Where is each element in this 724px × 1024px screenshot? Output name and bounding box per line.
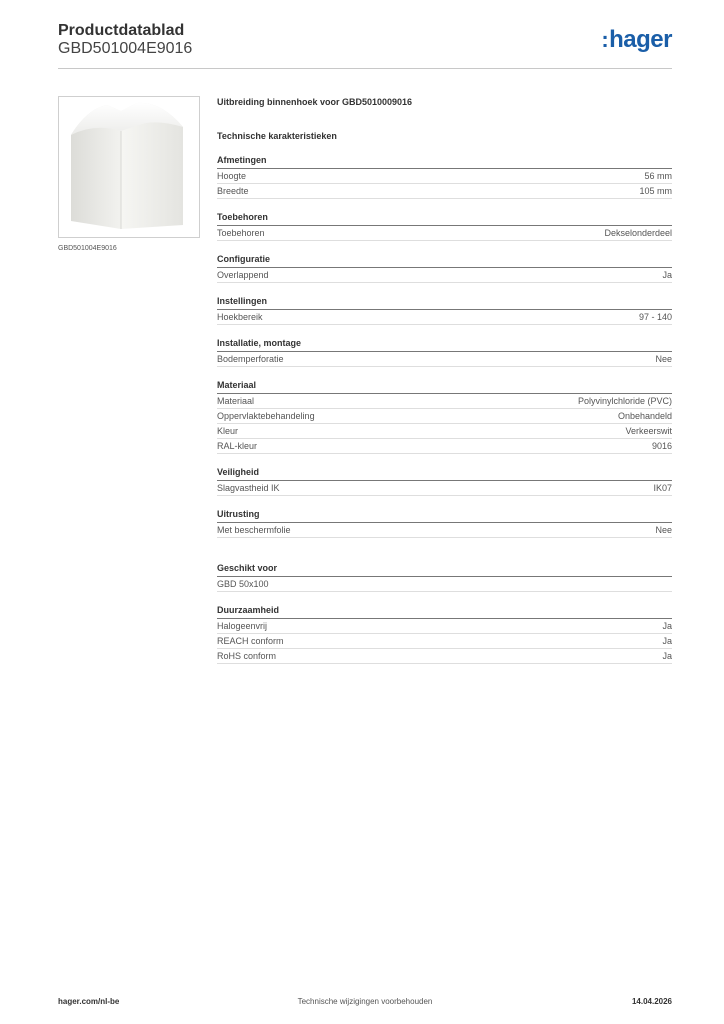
spec-label: Breedte — [217, 186, 249, 196]
spec-row — [217, 226, 672, 241]
spec-value: Ja — [662, 621, 672, 631]
page-header — [58, 20, 672, 68]
footer-website: hager.com/nl-be — [58, 997, 120, 1006]
product-image — [58, 96, 200, 238]
section-installatie-montage — [217, 337, 672, 367]
spec-label: Materiaal — [217, 396, 255, 406]
spec-value: Dekselonderdeel — [604, 228, 672, 238]
hager-logo: :hager — [601, 26, 672, 53]
section-title: Veiligheid — [217, 466, 672, 481]
spec-row — [217, 634, 672, 649]
spec-value: 97 - 140 — [638, 312, 672, 322]
section-veiligheid — [217, 466, 672, 496]
spec-label: Hoogte — [217, 171, 247, 181]
spec-value: 9016 — [651, 441, 672, 451]
spec-value: Polyvinylchloride (PVC) — [577, 396, 672, 406]
section-spacer — [217, 538, 672, 550]
spec-value: 56 mm — [644, 171, 672, 181]
spec-value: 105 mm — [639, 186, 672, 196]
section-title: Installatie, montage — [217, 337, 672, 352]
section-materiaal — [217, 379, 672, 454]
logo-text: hager — [609, 26, 672, 53]
spec-label: Oppervlaktebehandeling — [217, 411, 315, 421]
spec-value: Ja — [662, 636, 672, 646]
header-divider — [58, 68, 672, 69]
spec-value: Ja — [662, 651, 672, 661]
spec-label: Bodemperforatie — [217, 354, 284, 364]
product-description: Uitbreiding binnenhoek voor GBD5010009016 — [217, 97, 413, 107]
section-configuratie — [217, 253, 672, 283]
tech-characteristics-title: Technische karakteristieken — [217, 131, 337, 141]
section-title: Materiaal — [217, 379, 672, 394]
spec-label: REACH conform — [217, 636, 284, 646]
section-toebehoren — [217, 211, 672, 241]
spec-row — [217, 523, 672, 538]
spec-label: Toebehoren — [217, 228, 265, 238]
section-title: Duurzaamheid — [217, 604, 672, 619]
section-title: Geschikt voor — [217, 562, 672, 577]
spec-row — [217, 268, 672, 283]
spec-label: Halogeenvrij — [217, 621, 268, 631]
spec-row — [217, 409, 672, 424]
spec-label: Kleur — [217, 426, 239, 436]
spec-label: Hoekbereik — [217, 312, 263, 322]
spec-label: Met beschermfolie — [217, 525, 291, 535]
section-title: Afmetingen — [217, 154, 672, 169]
spec-label: RoHS conform — [217, 651, 277, 661]
spec-row — [217, 310, 672, 325]
image-caption: GBD501004E9016 — [58, 245, 117, 252]
spec-value: Verkeerswit — [625, 426, 672, 436]
spec-row — [217, 184, 672, 199]
section-title: Configuratie — [217, 253, 672, 268]
section-afmetingen — [217, 154, 672, 199]
spec-row — [217, 424, 672, 439]
spec-value: IK07 — [653, 483, 672, 493]
spec-label: Slagvastheid IK — [217, 483, 280, 493]
section-title: Instellingen — [217, 295, 672, 310]
section-duurzaamheid — [217, 604, 672, 664]
footer-date: 14.04.2026 — [631, 997, 672, 1006]
section-uitrusting — [217, 508, 672, 538]
spec-row — [217, 439, 672, 454]
spec-content — [217, 96, 672, 664]
spec-row — [217, 619, 672, 634]
spec-label: GBD 50x100 — [217, 579, 269, 589]
section-geschikt-voor — [217, 562, 672, 592]
spec-row — [217, 577, 672, 592]
spec-label: RAL-kleur — [217, 441, 258, 451]
spec-row — [217, 352, 672, 367]
spec-value: Nee — [655, 354, 672, 364]
spec-row — [217, 649, 672, 664]
spec-value: Ja — [662, 270, 672, 280]
spec-row — [217, 394, 672, 409]
section-instellingen — [217, 295, 672, 325]
spec-value: Nee — [655, 525, 672, 535]
product-code: GBD501004E9016 — [58, 40, 193, 57]
footer-notice: Technische wijzigingen voorbehouden — [297, 997, 433, 1006]
spec-value: Onbehandeld — [617, 411, 672, 421]
spec-row — [217, 169, 672, 184]
section-title: Toebehoren — [217, 211, 672, 226]
product-shape-icon — [59, 97, 199, 237]
spec-row — [217, 481, 672, 496]
section-title: Uitrusting — [217, 508, 672, 523]
spec-label: Overlappend — [217, 270, 269, 280]
document-title: Productdatablad — [58, 22, 185, 39]
